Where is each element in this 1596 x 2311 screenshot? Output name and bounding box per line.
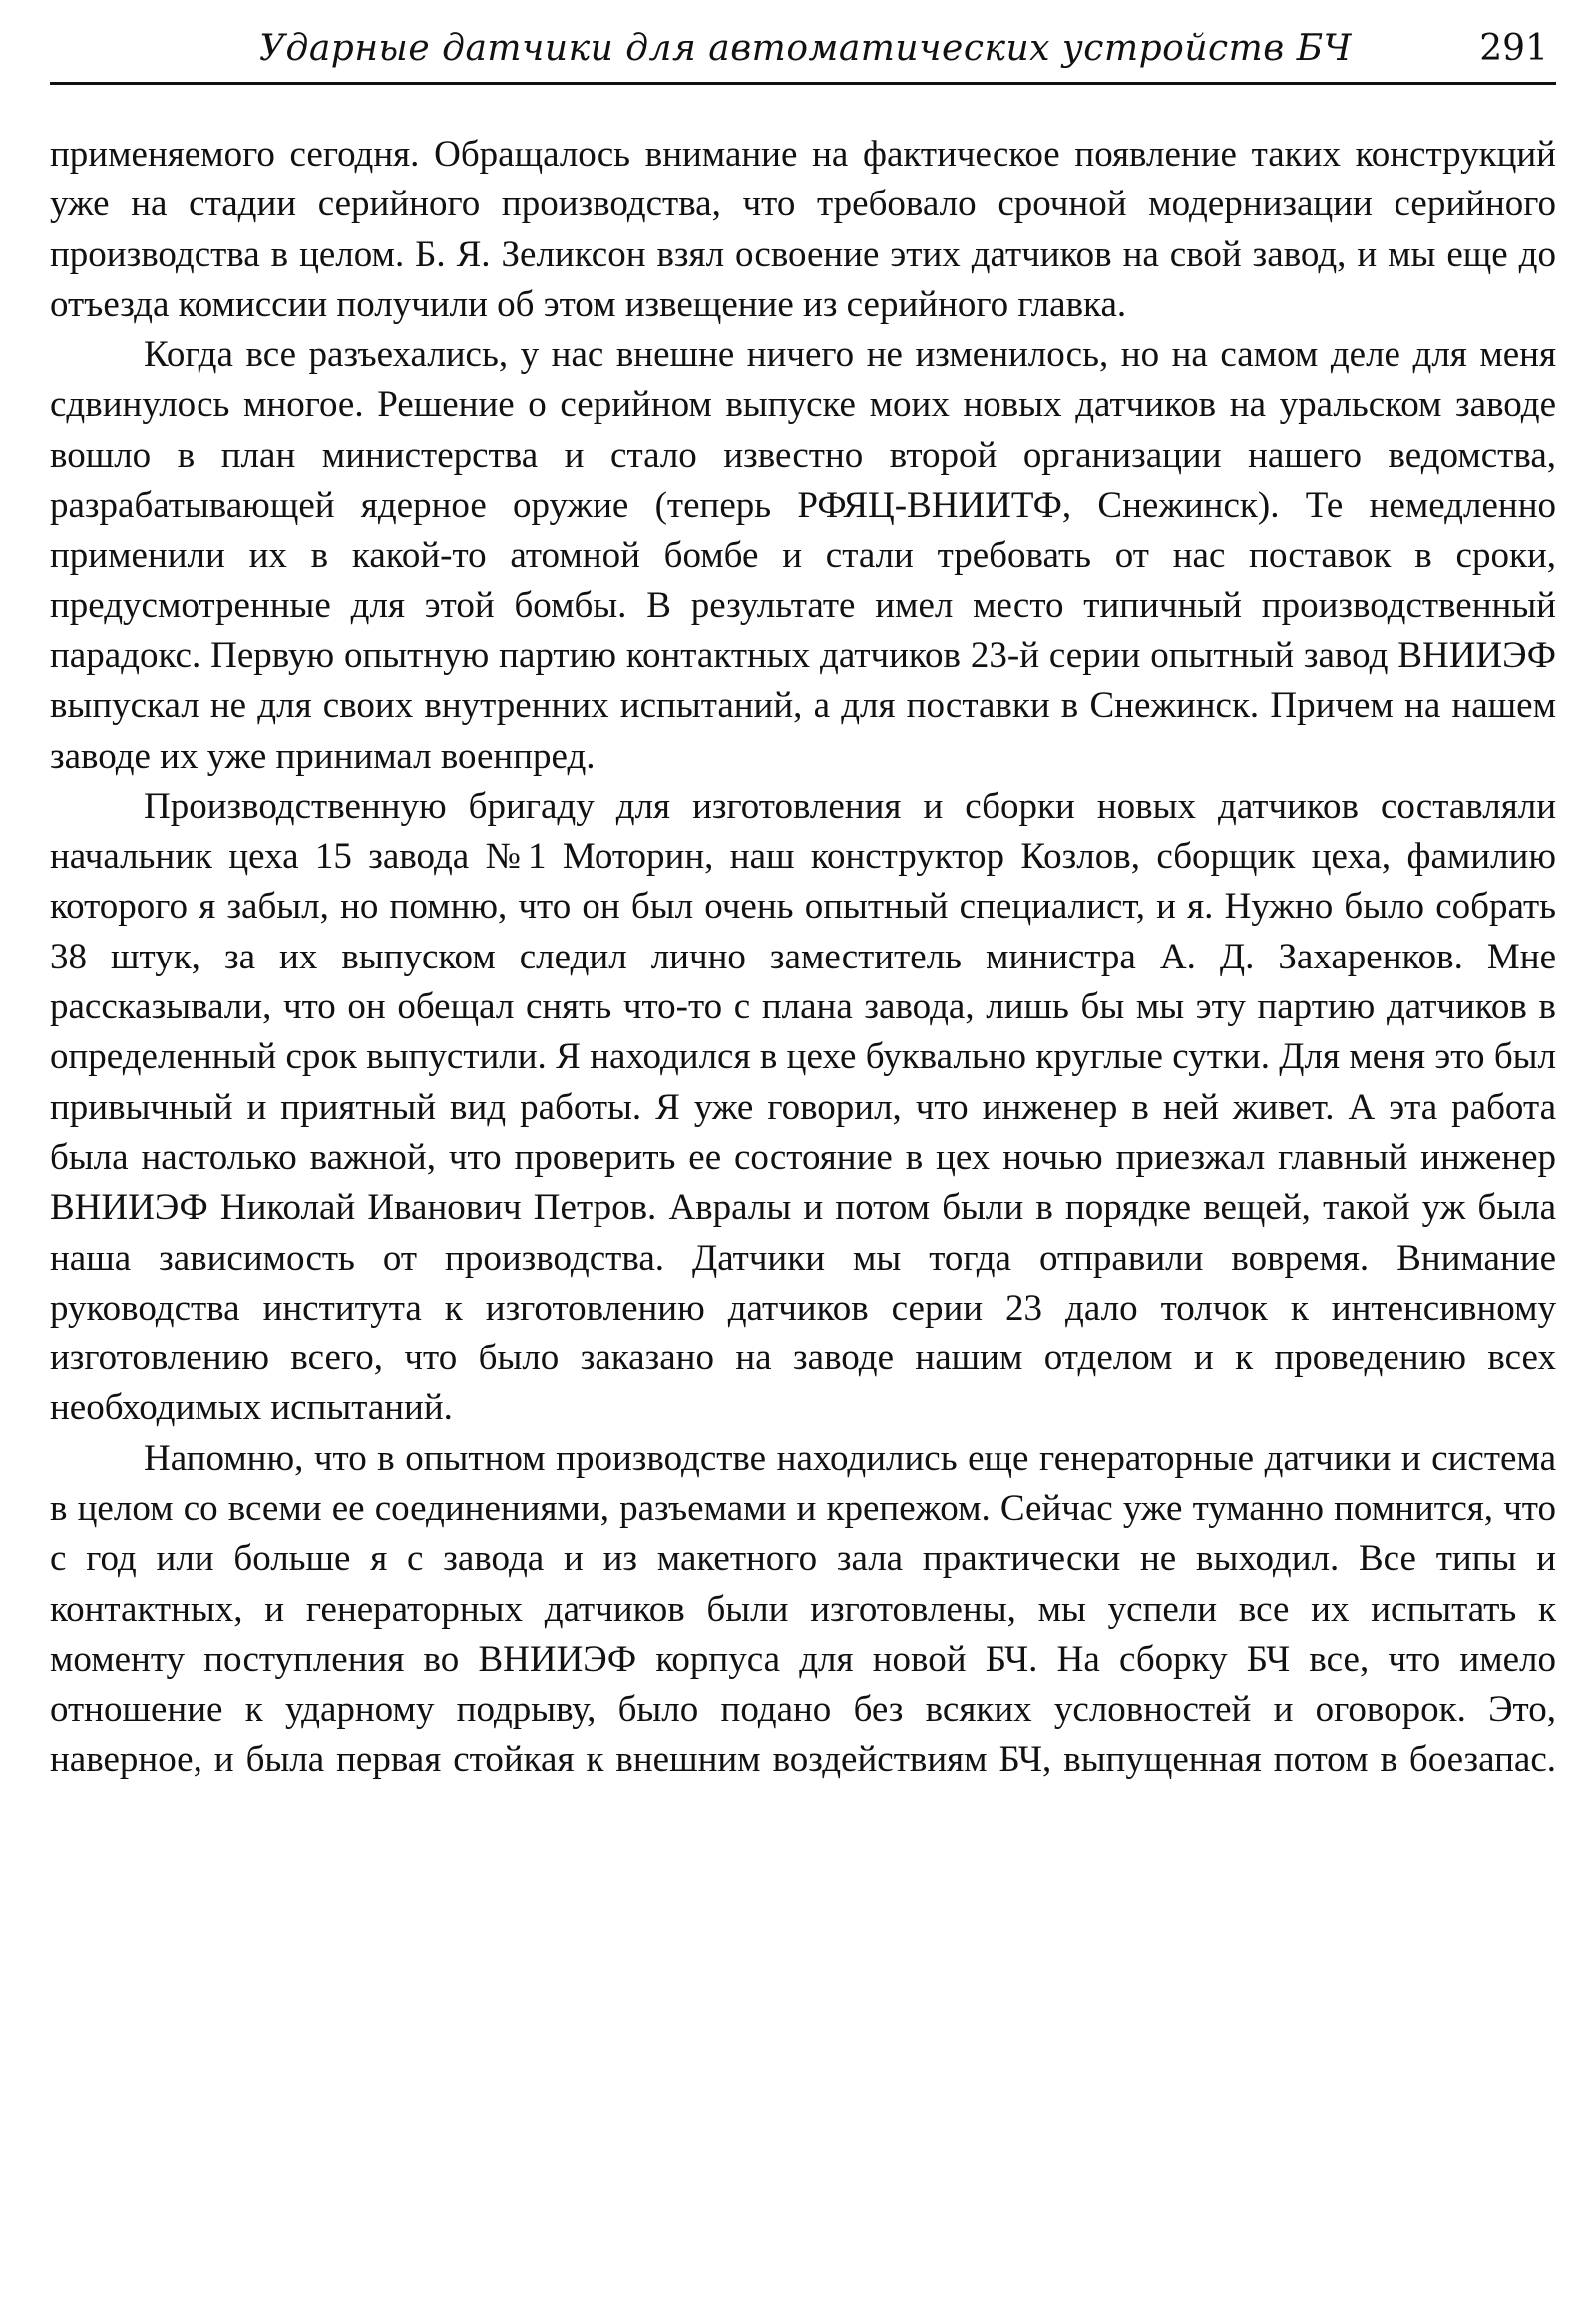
paragraph-continued: применяемого сегодня. Обращалось внимание на фактическое появление таких конструкций уже на стадии серийного производства, что требовало срочной модернизации серийного производства в целом. Б. Я. Зеликсон взял освоение этих датчиков на свой завод, и мы еще до отъезда комиссии получили об этом извещение из серийного главка. (50, 134, 1556, 325)
paragraph: Когда все разъехались, у нас внешне ничего не изменилось, но на самом деле для меня сдвинулось многое. Решение о серийном выпуске моих новых датчиков на уральском заводе вошло в план министерства и стало известно второй организации нашего ведомства, разрабатывающей ядерное оружие (теперь РФЯЦ-ВНИИТФ, Снежинск). Те немедленно применили их в какой-то атомной бомбе и стали требовать от нас поставок в сроки, предусмотренные для этой бомбы. В результате имел место типичный производственный парадокс. Первую опытную партию контактных датчиков 23-й серии опытный завод ВНИИЭФ выпускал не для своих внутренних испытаний, а для поставки в Снежинск. Причем на нашем заводе их уже принимал военпред. (50, 334, 1556, 777)
paragraph: Производственную бригаду для изготовления и сборки новых датчиков составляли начальник цеха 15 завода №1 Моторин, наш конструктор Козлов, сборщик цеха, фамилию которого я забыл, но помню, что он был очень опытный специалист, и я. Нужно было собрать 38 штук, за их выпуском следил лично заместитель министра А. Д. Захаренков. Мне рассказывали, что он обещал снять что-то с плана завода, лишь бы мы эту партию датчиков в определенный срок выпустили. Я находился в цехе буквально круглые сутки. Для меня это был привычный и приятный вид работы. Я уже говорил, что инженер в ней живет. А эта работа была настолько важной, что проверить ее состояние в цех ночью приезжал главный инженер ВНИИЭФ Николай Иванович Петров. Авралы и потом были в порядке вещей, такой уж была наша зависимость от производства. Датчики мы тогда отправили вовремя. Внимание руководства института к изготовлению датчиков серии 23 дало толчок к интенсивному изготовлению всего, что было заказано на заводе нашим отделом и к проведению всех необходимых испытаний. (50, 785, 1556, 1429)
running-header (50, 22, 1556, 85)
chapter-title: Ударные датчики для автоматических устройств БЧ (259, 28, 1352, 69)
body-text (50, 130, 1556, 1785)
book-page (50, 0, 1556, 2311)
page-number: 291 (1479, 28, 1548, 69)
paragraph: Напомню, что в опытном производстве находились еще генераторные датчики и система в целом со всеми ее соединениями, разъемами и крепежом. Сейчас уже туманно помнится, что с год или больше я с завода и из макетного зала практически не выходил. Все типы и контактных, и генераторных датчиков были изготовлены, мы успели все их испытать к моменту поступления во ВНИИЭФ корпуса для новой БЧ. На сборку БЧ все, что имело отношение к ударному подрыву, было подано без всяких условностей и оговорок. Это, наверное, и была первая стойкая к внешним воздействиям БЧ, выпущенная потом в боезапас. (50, 1437, 1556, 1780)
